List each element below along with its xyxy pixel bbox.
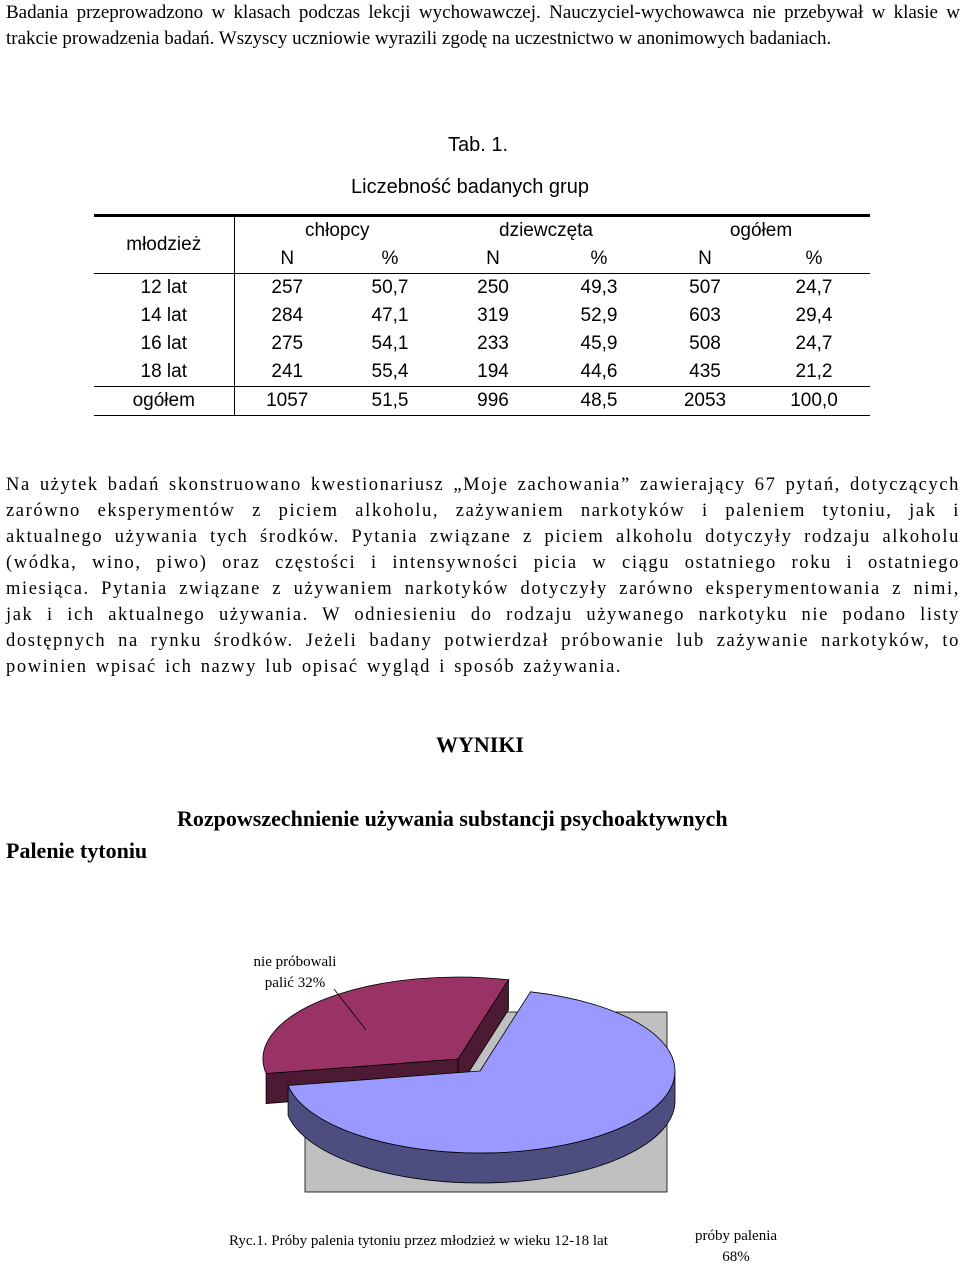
- cell: 48,5: [580, 390, 618, 411]
- cell: 435: [689, 361, 721, 382]
- cell: 50,7: [371, 277, 409, 298]
- subheader: %: [590, 248, 608, 269]
- slice-label-line: 68%: [722, 1249, 750, 1265]
- cell: 508: [689, 333, 721, 354]
- cell: 51,5: [371, 390, 409, 411]
- cell: 100,0: [790, 390, 838, 411]
- table-row: [94, 274, 870, 303]
- slice-label-line: nie próbowali: [253, 954, 337, 970]
- cell: 21,2: [795, 361, 833, 382]
- subheader: %: [805, 248, 823, 269]
- table-title: Liczebność badanych grup: [351, 176, 589, 198]
- cell: 275: [271, 333, 304, 354]
- table-row: [94, 358, 870, 387]
- figure-caption: Ryc.1. Próby palenia tytoniu przez młodzież w wieku 12-18 lat: [229, 1233, 608, 1249]
- row-label: 12 lat: [94, 274, 234, 303]
- cell: 54,1: [371, 333, 409, 354]
- cell: 257: [271, 277, 304, 298]
- cell: 47,1: [371, 305, 409, 326]
- slice-label-line: próby palenia: [694, 1228, 778, 1244]
- cell: 250: [477, 277, 509, 298]
- table-label: Tab. 1.: [448, 134, 509, 156]
- row-label: ogółem: [94, 387, 234, 416]
- intro-paragraph: Badania przeprowadzono w klasach podczas lekcji wychowawczej. Nauczyciel-wychowawca nie przebywał w klasie w trakcie prowadzenia badań. Wszyscy uczniowie wyrazili zgodę na uczestnictwo w anonimowych badaniach.: [6, 2, 960, 49]
- cell: 284: [271, 305, 304, 326]
- row-header: młodzież: [94, 216, 234, 274]
- cell: 24,7: [795, 277, 833, 298]
- row-label: 18 lat: [94, 358, 234, 387]
- cell: 603: [689, 305, 721, 326]
- subheader: %: [381, 248, 399, 269]
- cell: 45,9: [580, 333, 618, 354]
- subsection-heading: Palenie tytoniu: [6, 838, 148, 863]
- table-row: [94, 330, 870, 358]
- cell: 319: [477, 305, 509, 326]
- cell: 55,4: [371, 361, 409, 382]
- cell: 2053: [683, 390, 727, 411]
- cell: 1057: [266, 390, 309, 411]
- table-row: [94, 302, 870, 330]
- subheader: N: [486, 248, 500, 269]
- results-heading: WYNIKI: [435, 732, 524, 757]
- pie-chart: [0, 940, 960, 1240]
- cell: 996: [477, 390, 509, 411]
- subheader: N: [698, 248, 712, 269]
- group-header-boys: chłopcy: [305, 220, 370, 241]
- cell: 49,3: [580, 277, 618, 298]
- cell: 233: [477, 333, 509, 354]
- cell: 29,4: [795, 305, 833, 326]
- cell: 52,9: [580, 305, 618, 326]
- group-size-table: [94, 214, 870, 416]
- slice-label-line: palić 32%: [264, 975, 326, 991]
- subheader: N: [280, 248, 295, 269]
- cell: 241: [271, 361, 304, 382]
- slice-label-tried: [680, 1226, 792, 1268]
- slice-label-not-tried: [240, 952, 350, 994]
- group-header-girls: dziewczęta: [499, 220, 593, 241]
- cell: 44,6: [580, 361, 618, 382]
- group-header-total: ogółem: [729, 220, 793, 241]
- method-paragraph: Na użytek badań skonstruowano kwestionariusz „Moje zachowania” zawierający 67 pytań, dotyczących zarówno eksperymentów z piciem alkoholu, zażywaniem narkotyków i paleniem tytoniu, jak i aktualnego używania tych środków. Pytania związane z piciem alkoholu dotyczyły rodzaju alkoholu (wódka, wino, piwo) oraz częstości i intensywności picia w ciągu ostatniego roku i ostatniego miesiąca. Pytania związane z używaniem narkotyków dotyczyły zarówno eksperymentowania z nimi, jak i ich aktualnego używania. W odniesieniu do rodzaju używanego narkotyku nie podano listy dostępnych na rynku środków. Jeżeli badany potwierdzał próbowanie lub zażywanie narkotyków, to powinien wpisać ich nazwy lub opisać wygląd i sposób zażywania.: [6, 475, 960, 677]
- row-label: 16 lat: [94, 330, 234, 358]
- section-heading: Rozpowszechnienie używania substancji psychoaktywnych: [177, 806, 728, 831]
- cell: 507: [689, 277, 721, 298]
- row-label: 14 lat: [94, 302, 234, 330]
- table-total-row: [94, 387, 870, 416]
- cell: 194: [477, 361, 509, 382]
- cell: 24,7: [795, 333, 833, 354]
